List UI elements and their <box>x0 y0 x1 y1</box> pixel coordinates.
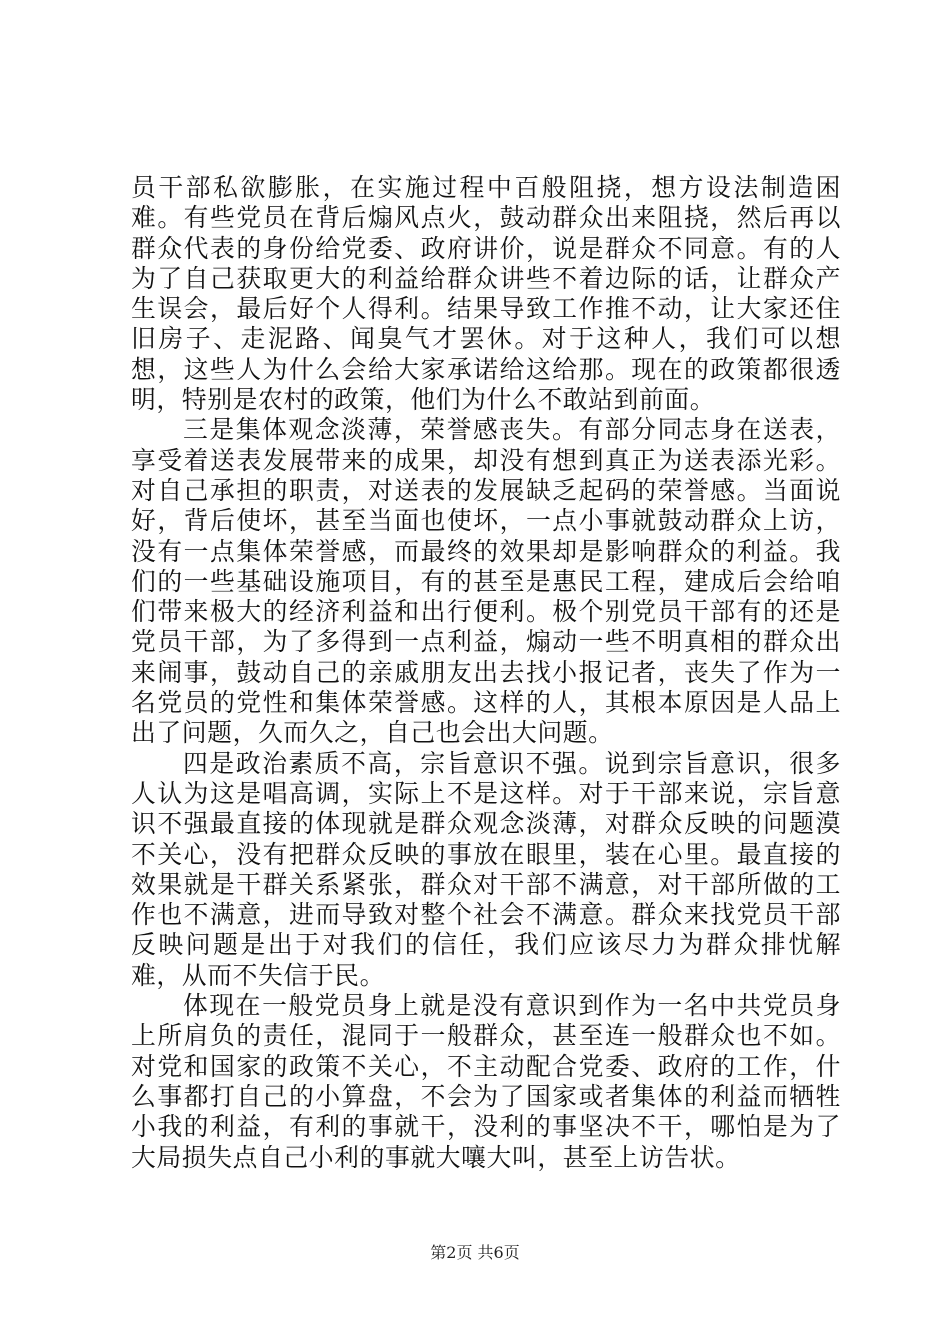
paragraph-2: 三是集体观念淡薄，荣誉感丧失。有部分同志身在送表，享受着送表发展带来的成果，却没有想到真正为送表添光彩。对自己承担的职责，对送表的发展缺乏起码的荣誉感。当面说好，背后使坏，甚至当面也使坏，一点小事就鼓动群众上访，没有一点集体荣誉感，而最终的效果却是影响群众的利益。我们的一些基础设施项目，有的甚至是惠民工程，建成后会给咱们带来极大的经济利益和出行便利。极个别党员干部有的还是党员干部，为了多得到一点利益，煽动一些不明真相的群众出来闹事，鼓动自己的亲戚朋友出去找小报记者，丧失了作为一名党员的党性和集体荣誉感。这样的人，其根本原因是人品上出了问题，久而久之，自己也会出大问题。 <box>131 415 841 748</box>
page-number-footer: 第2页 共6页 <box>430 1243 520 1262</box>
paragraph-4: 体现在一般党员身上就是没有意识到作为一名中共党员身上所肩负的责任，混同于一般群众，甚至连一般群众也不如。对党和国家的政策不关心，不主动配合党委、政府的工作，什么事都打自己的小算盘，不会为了国家或者集体的利益而牺牲小我的利益，有利的事就干，没利的事坚决不干，哪怕是为了大局损失点自己小利的事就大嚷大叫，甚至上访告状。 <box>131 991 841 1172</box>
document-body <box>131 173 841 1173</box>
paragraph-1: 员干部私欲膨胀，在实施过程中百般阻挠，想方设法制造困难。有些党员在背后煽风点火，鼓动群众出来阻挠，然后再以群众代表的身份给党委、政府讲价，说是群众不同意。有的人为了自己获取更大的利益给群众讲些不着边际的话，让群众产生误会，最后好个人得利。结果导致工作推不动，让大家还住旧房子、走泥路、闻臭气才罢休。对于这种人，我们可以想想，这些人为什么会给大家承诺给这给那。现在的政策都很透明，特别是农村的政策，他们为什么不敢站到前面。 <box>131 173 841 415</box>
paragraph-3: 四是政治素质不高，宗旨意识不强。说到宗旨意识，很多人认为这是唱高调，实际上不是这样。对于干部来说，宗旨意识不强最直接的体现就是群众观念淡薄，对群众反映的问题漠不关心，没有把群众反映的事放在眼里，装在心里。最直接的效果就是干群关系紧张，群众对干部不满意，对干部所做的工作也不满意，进而导致对整个社会不满意。群众来找党员干部反映问题是出于对我们的信任，我们应该尽力为群众排忧解难，从而不失信于民。 <box>131 748 841 990</box>
